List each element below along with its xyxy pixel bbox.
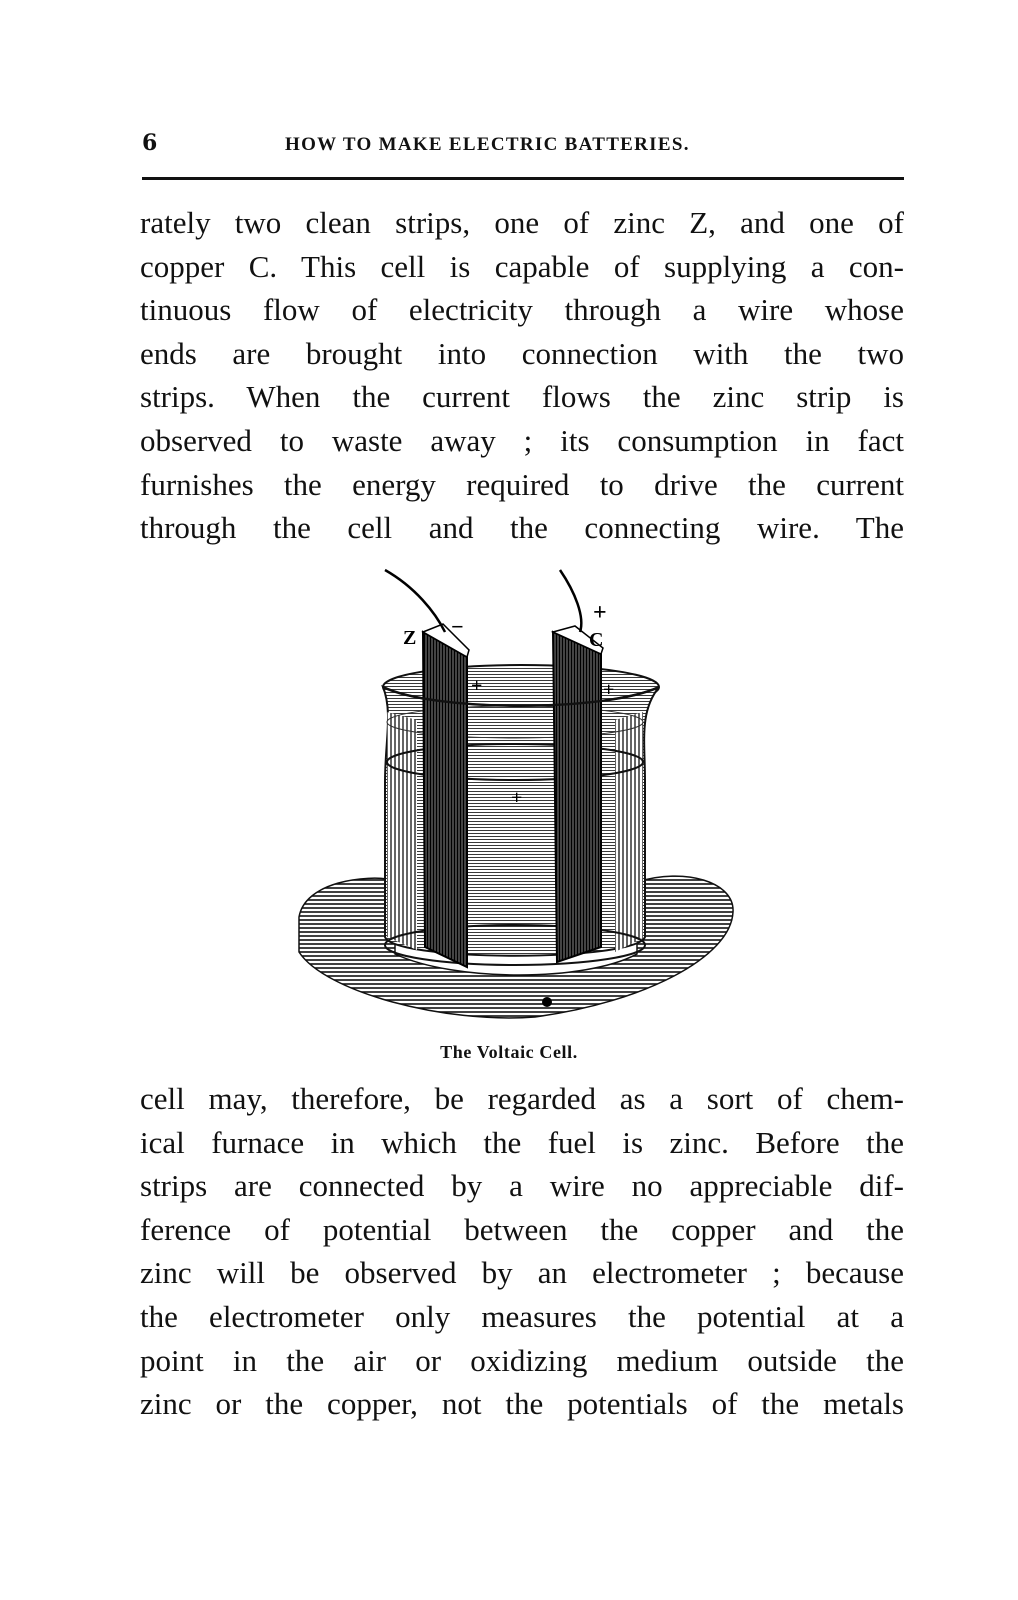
running-head: HOW TO MAKE ELECTRIC BATTERIES. bbox=[285, 134, 690, 155]
copper-letter-label: C bbox=[589, 629, 604, 651]
copper-wire bbox=[560, 570, 581, 632]
text-line: ical furnace in which the fuel is zinc. Before the bbox=[140, 1124, 904, 1160]
voltaic-cell-figure bbox=[285, 562, 745, 1032]
copper-plate bbox=[553, 632, 601, 962]
copper-sign-label: + bbox=[593, 600, 607, 626]
zinc-plate bbox=[423, 632, 467, 967]
text-line: cell may, therefore, be regarded as a sort of chem- bbox=[140, 1081, 904, 1116]
text-line: point in the air or oxidizing medium outside the bbox=[140, 1342, 904, 1378]
text-line: through the cell and the connecting wire. The bbox=[140, 510, 904, 546]
plus-label-zinc-side: + bbox=[471, 675, 483, 697]
text-line: ends are brought into connection with the two bbox=[140, 335, 904, 371]
zinc-sign-label: − bbox=[451, 614, 464, 639]
text-line: strips are connected by a wire no appreciable dif- bbox=[140, 1168, 904, 1204]
jar-right-wall bbox=[615, 712, 643, 952]
jar-left-wall bbox=[387, 712, 417, 950]
plus-label-liquid: + bbox=[511, 787, 523, 809]
text-line: tinuous flow of electricity through a wire whose bbox=[140, 292, 904, 328]
zinc-letter-label: Z bbox=[403, 627, 417, 649]
figure-caption: The Voltaic Cell. bbox=[440, 1042, 578, 1062]
body-text-after-figure bbox=[140, 1077, 904, 1426]
zinc-wire bbox=[385, 570, 445, 632]
text-line: the electrometer only measures the potential at a bbox=[140, 1298, 904, 1334]
body-text-before-figure bbox=[140, 201, 904, 550]
text-line: rately two clean strips, one of zinc Z, and one of bbox=[140, 205, 904, 240]
text-line: zinc will be observed by an electrometer ; because bbox=[140, 1255, 904, 1291]
text-line: zinc or the copper, not the potentials of the metals bbox=[140, 1386, 904, 1422]
page-number: 6 bbox=[142, 130, 158, 156]
text-line: ference of potential between the copper and the bbox=[140, 1211, 904, 1247]
text-line: strips. When the current flows the zinc strip is bbox=[140, 379, 904, 415]
header-rule bbox=[142, 177, 904, 180]
plus-label-copper-side: + bbox=[603, 679, 615, 701]
text-line: furnishes the energy required to drive the current bbox=[140, 466, 904, 502]
text-line: copper C. This cell is capable of supplying a con- bbox=[140, 248, 904, 284]
text-line: observed to waste away ; its consumption in fact bbox=[140, 422, 904, 458]
